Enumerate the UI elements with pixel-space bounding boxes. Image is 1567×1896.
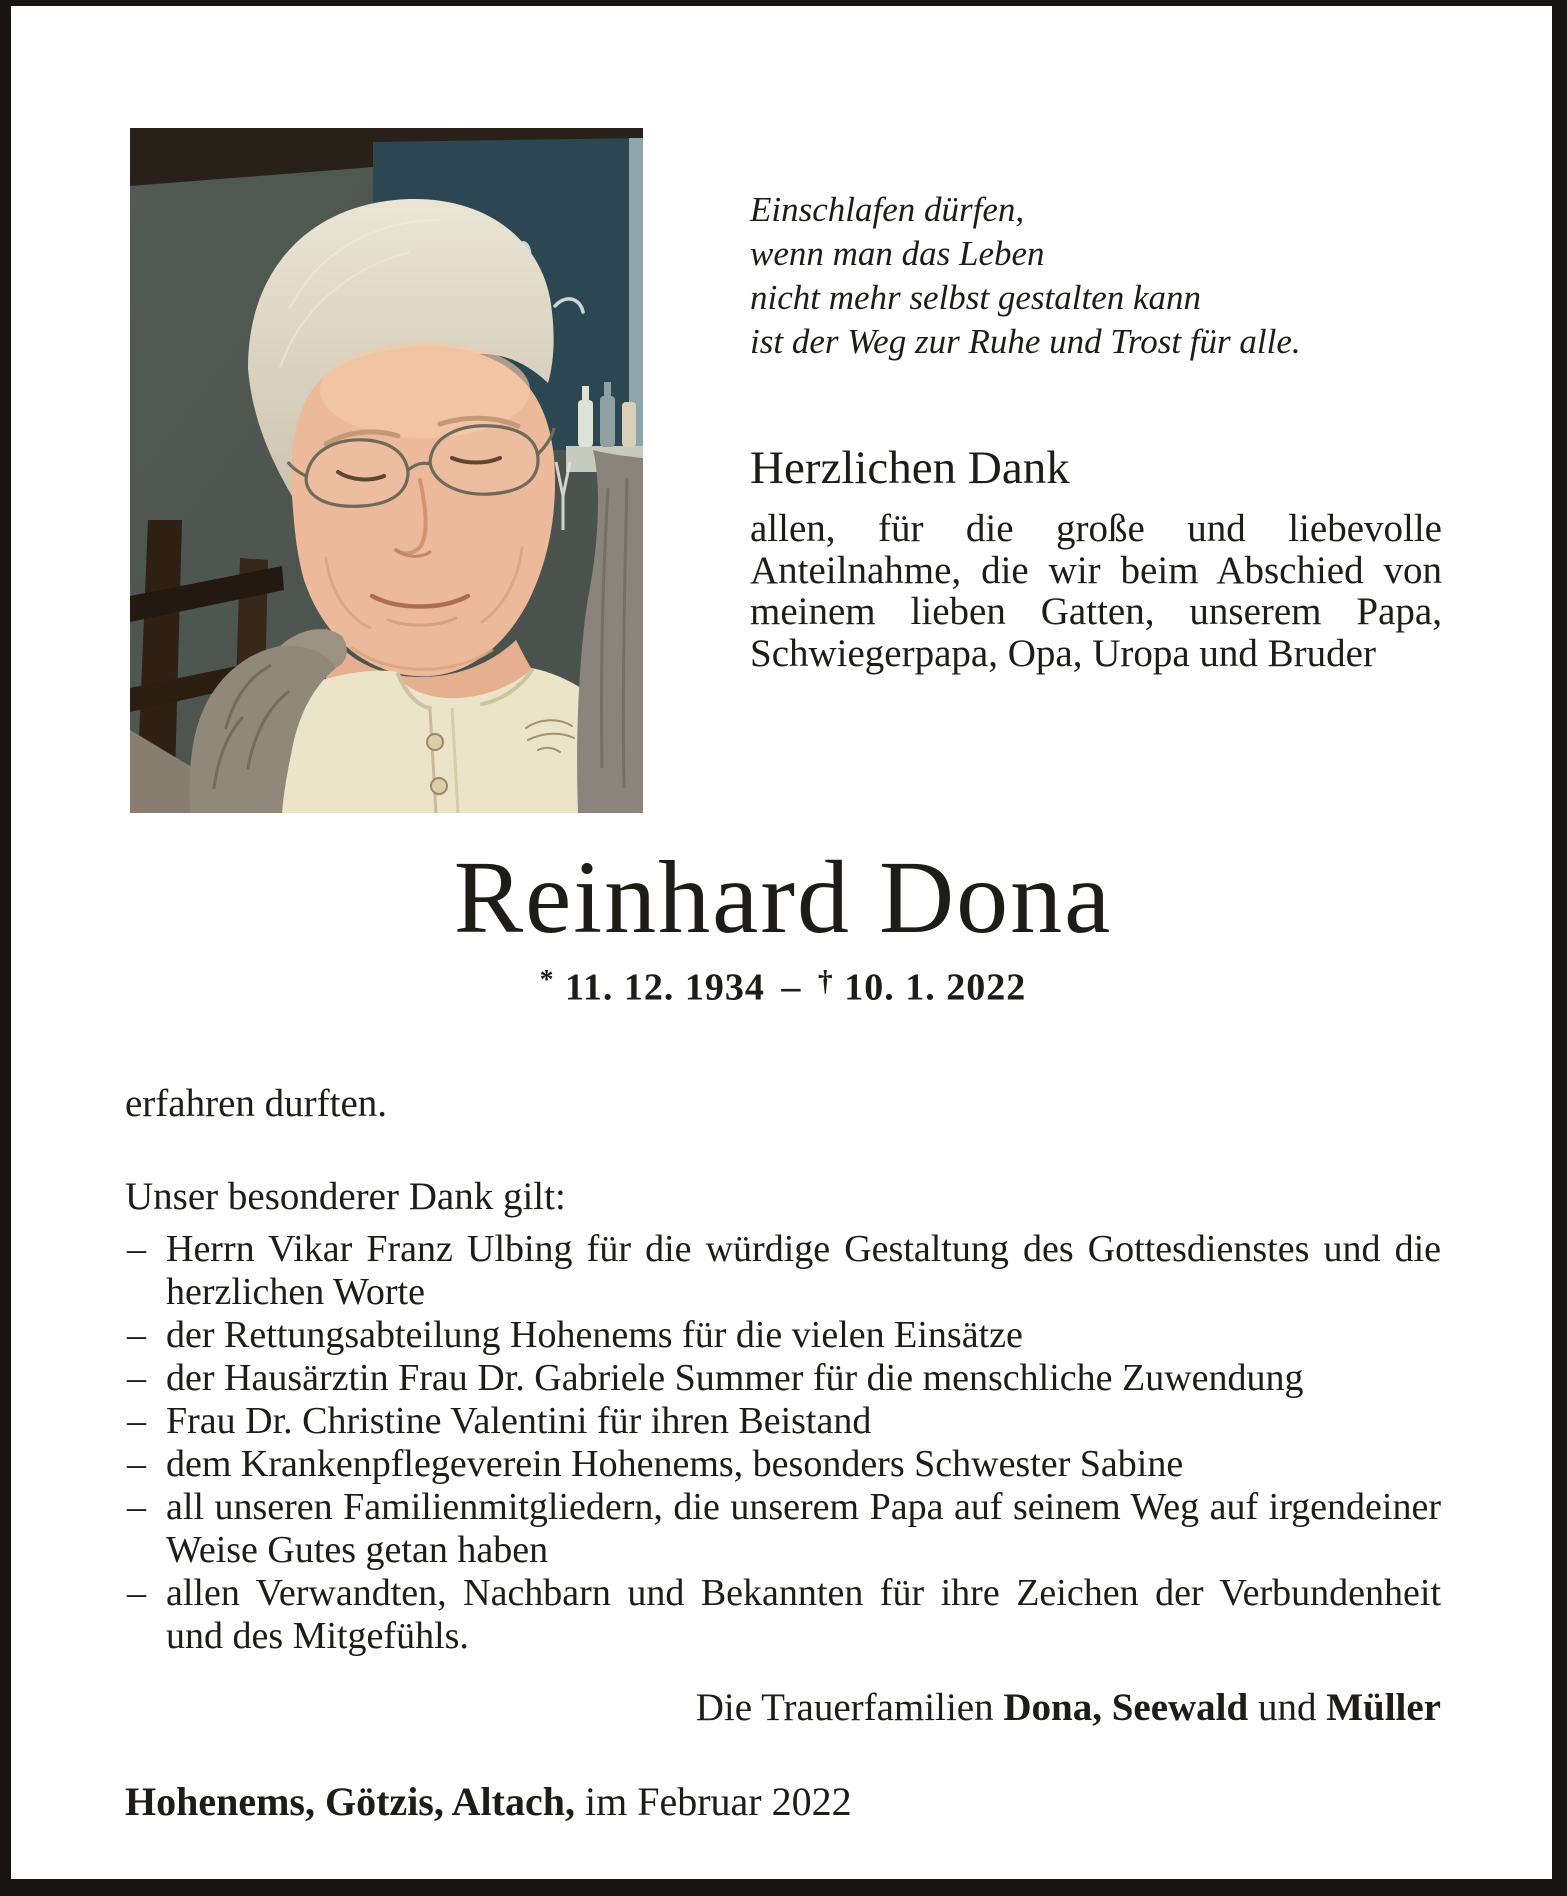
thanks-item: – all unseren Familienmitgliedern, die unserem Papa auf seinem Weg auf irgendeiner Weise Gutes getan haben — [125, 1486, 1441, 1572]
birth-star-symbol: * — [539, 964, 555, 994]
poem-line: nicht mehr selbst gestalten kann — [750, 278, 1202, 317]
footer-locations: Hohenems, Götzis, Altach, — [125, 1779, 575, 1824]
memorial-poem — [750, 188, 1301, 364]
family-name: Müller — [1326, 1686, 1441, 1729]
special-thanks-list — [125, 1228, 1441, 1658]
thanks-item: – Herrn Vikar Franz Ulbing für die würdige Gestaltung des Gottesdienstes und die herzlichen Worte — [125, 1228, 1441, 1314]
footer-date: im Februar 2022 — [584, 1779, 852, 1824]
mourning-families-line — [125, 1685, 1441, 1730]
life-dates — [125, 964, 1441, 1009]
thanks-item: – Frau Dr. Christine Valentini für ihren Beistand — [125, 1400, 1441, 1443]
portrait-photo-illustration — [130, 128, 643, 813]
death-date: 10. 1. 2022 — [844, 966, 1027, 1009]
obituary-sheet — [11, 6, 1552, 1879]
thanks-intro-paragraph: allen, für die große und liebevolle Anteilnahme, die wir beim Abschied von meinem lieben Gatten, unserem Papa, Schwiegerpapa, Opa, Uropa und Bruder — [750, 507, 1442, 675]
thanks-item: – der Hausärztin Frau Dr. Gabriele Summer für die menschliche Zuwendung — [125, 1357, 1441, 1400]
special-thanks-heading: Unser besonderer Dank gilt: — [125, 1175, 566, 1218]
dates-separator: – — [781, 966, 802, 1009]
closing-prefix: Die Trauerfamilien — [695, 1686, 994, 1729]
thanks-item: – der Rettungsabteilung Hohenems für die vielen Einsätze — [125, 1314, 1441, 1357]
poem-line: wenn man das Leben — [750, 234, 1045, 273]
deceased-block — [125, 840, 1441, 1009]
thanks-heading: Herzlichen Dank — [750, 442, 1070, 494]
birth-date: 11. 12. 1934 — [564, 966, 765, 1009]
thanks-item: – dem Krankenpflegeverein Hohenems, besonders Schwester Sabine — [125, 1443, 1441, 1486]
death-cross-symbol: † — [817, 965, 834, 998]
poem-line: Einschlafen dürfen, — [750, 190, 1025, 229]
poem-line: ist der Weg zur Ruhe und Trost für alle. — [750, 322, 1301, 361]
family-names: Dona, Seewald — [1003, 1686, 1249, 1729]
place-date-line — [125, 1778, 852, 1825]
portrait-photo — [130, 128, 643, 813]
closing-conjunction: und — [1257, 1686, 1317, 1729]
thanks-item: – allen Verwandten, Nachbarn und Bekannten für ihre Zeichen der Verbundenheit und des Mitgefühls. — [125, 1572, 1441, 1658]
continuation-text: erfahren durften. — [125, 1082, 388, 1125]
deceased-name: Reinhard Dona — [453, 840, 1113, 955]
